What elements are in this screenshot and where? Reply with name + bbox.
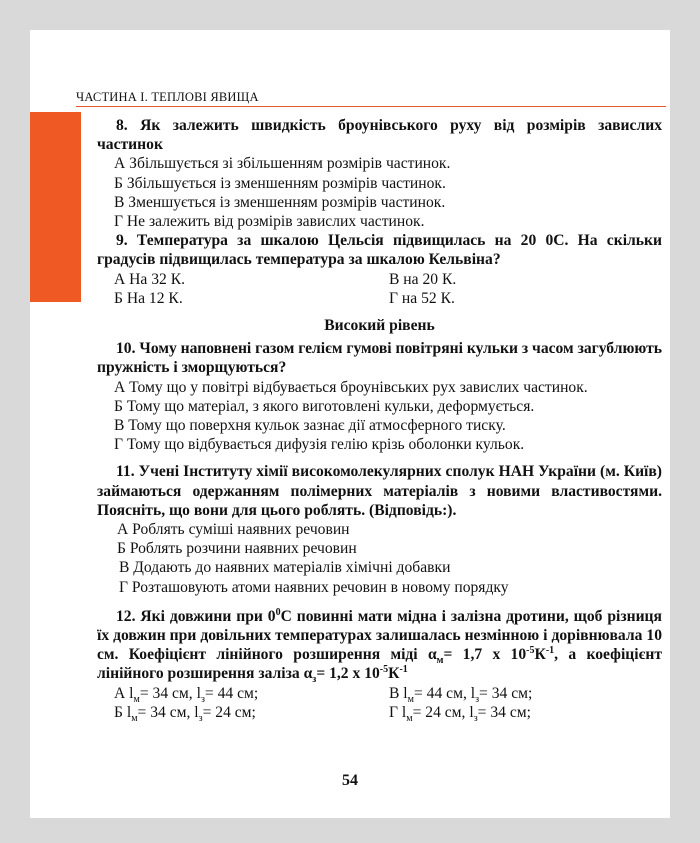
q9-options [114,270,662,308]
q12-option-c: В $l_м= 44$ см, $l_з= 34$ см; [389,684,533,705]
q8-option-a: А Збільшується зі збільшенням розмірів частинок. [114,155,451,173]
q12-options [114,684,662,722]
q9-option-d: Г на 52 К. [389,289,455,307]
q12-option-d: Г $l_м= 24$ см, $l_з= 34$ см; [389,703,531,724]
q8-option-d: Г Не залежить від розмірів завислих частинок. [114,213,425,231]
q12-option-a: А $l_м= 34$ см, $l_з= 44$ см; [114,684,259,705]
page-number: 54 [342,772,358,789]
q11-option-c: В Додають до наявних матеріалів хімічні добавки [119,559,451,577]
question-12: 12. Які довжини при $0^0С$ повинні мати мідна і залізна дротини, щоб різниця їх довжин при довільних температурах залишалась незмінною і дорівнювала 10 см. Коефіцієнт лінійного розширення міді $\alpha_м= 1,7$ х $10^{-5}К^{-1}$, а коефіцієнт лінійного розширення заліза $\alpha_з= 1,2$ х $10^{-5}К^{-1}$ [97,606,662,686]
q11-option-b: Б Роблять розчини наявних речовин [117,540,357,558]
question-8: 8. Як залежить швидкість броунівського руху від розмірів завислих частинок [97,117,662,154]
running-header: ЧАСТИНА I. ТЕПЛОВІ ЯВИЩА [76,90,259,104]
q10-option-d: Г Тому що відбувається дифузія гелію крізь оболонки кульок. [114,436,525,454]
orange-side-bar [30,112,81,302]
q9-option-c: В на 20 К. [389,270,457,288]
q10-option-b: Б Тому що матеріал, з якого виготовлені кульки, деформується. [114,397,535,415]
question-10: 10. Чому наповнені газом гелієм гумові повітряні кульки з часом загублюють пружність і зморщуються? [97,340,663,377]
q10-option-a: А Тому що у повітрі відбувається броунівських рух завислих частинок. [114,378,588,396]
q10-option-c: В Тому що поверхня кульок зазнає дії атмосферного тиску. [114,417,506,435]
q9-option-a: А На 32 К. [114,270,186,288]
content [97,116,662,722]
page [30,30,670,818]
q8-option-b: Б Збільшується із зменшенням розмірів частинок. [114,174,446,192]
q11-option-d: Г Розташовують атоми наявних речовин в новому порядку [119,578,509,596]
q9-option-b: Б На 12 К. [114,289,183,307]
q11-option-a: А Роблять суміші наявних речовин [117,521,350,539]
question-11: 11. Учені Інституту хімії високомолекулярних сполук НАН України (м. Київ) займаються одержанням полімерних матеріалів з новими властивостями. Поясніть, що вони для цього роблять. (Відповідь:). [97,463,662,519]
level-heading: Високий рівень [324,317,435,335]
q8-option-c: В Зменшується із зменшенням розмірів частинок. [114,193,446,211]
header-rule [76,106,666,107]
question-9: 9. Температура за шкалою Цельсія підвищилась на 20 0С. На скільки градусів підвищилась температура за шкалою Кельвіна? [97,232,662,269]
q12-option-b: Б $l_м= 34$ см, $l_з= 24$ см; [114,703,256,724]
